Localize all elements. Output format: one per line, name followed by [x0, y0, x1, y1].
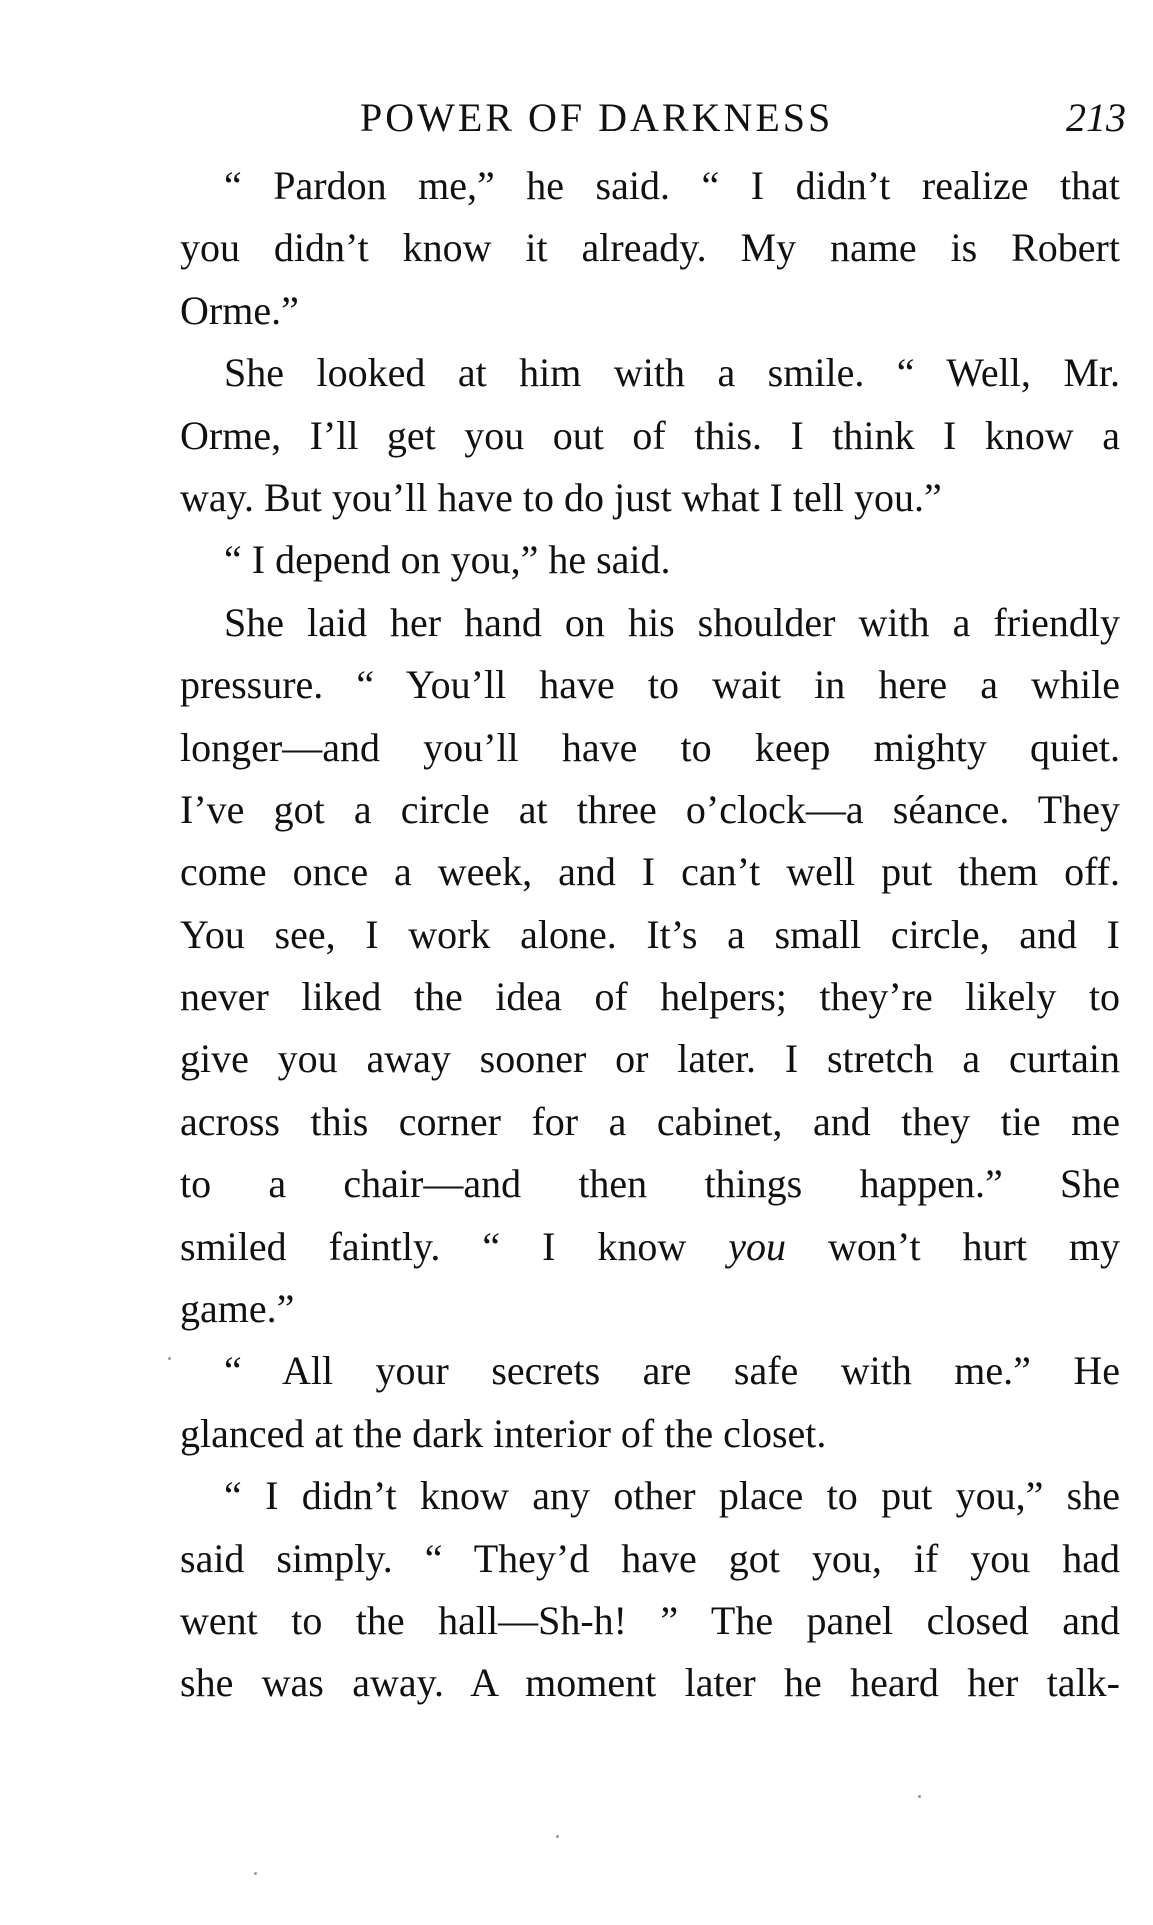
- text-line: game.”: [180, 1286, 295, 1332]
- text-segment: won’t hurt my: [827, 1223, 1120, 1269]
- text-line: “ Pardon me,” he said. “ I didn’t realize that: [224, 163, 1120, 208]
- text-line: “ I depend on you,” he said.: [224, 537, 671, 583]
- paper-speck: [918, 1795, 921, 1798]
- text-line: to a chair—and then things happen.” She: [180, 1161, 1120, 1207]
- text-line: said simply. “ They’d have got you, if you had: [180, 1535, 1120, 1581]
- text-line: she was away. A moment later he heard her talk-: [180, 1660, 1120, 1706]
- text-line: give you away sooner or later. I stretch a curtain: [180, 1036, 1120, 1082]
- text-line: She looked at him with a smile. “ Well, Mr.: [224, 350, 1120, 396]
- text-line: Orme, I’ll get you out of this. I think I know a: [180, 412, 1120, 458]
- text-line: pressure. “ You’ll have to wait in here a while: [180, 662, 1120, 708]
- text-line-with-emphasis: [180, 1216, 1120, 1278]
- paper-speck: [168, 1357, 171, 1360]
- body-text: [180, 155, 1120, 1715]
- text-line: went to the hall—Sh-h! ” The panel closed and: [180, 1597, 1120, 1643]
- text-segment: smiled faintly. “ I know: [180, 1223, 687, 1269]
- text-line: “ All your secrets are safe with me.” He: [224, 1348, 1120, 1394]
- text-line: “ I didn’t know any other place to put you,” she: [224, 1473, 1120, 1519]
- text-line: Orme.”: [180, 287, 299, 333]
- paper-speck: [556, 1835, 559, 1838]
- text-line: come once a week, and I can’t well put them off.: [180, 849, 1120, 895]
- text-line: across this corner for a cabinet, and they tie me: [180, 1098, 1120, 1144]
- text-line: She laid her hand on his shoulder with a friendly: [224, 599, 1120, 645]
- page-number: 213: [1066, 95, 1126, 140]
- text-line: longer—and you’ll have to keep mighty quiet.: [180, 724, 1120, 770]
- text-line: You see, I work alone. It’s a small circle, and I: [180, 911, 1120, 957]
- text-line: glanced at the dark interior of the closet.: [180, 1410, 827, 1456]
- running-title: POWER OF DARKNESS: [360, 95, 834, 140]
- paper-speck: [254, 1872, 257, 1875]
- text-line: never liked the idea of helpers; they’re likely to: [180, 974, 1120, 1020]
- running-head: [182, 92, 1126, 144]
- emphasized-word: you: [728, 1223, 786, 1269]
- text-line: you didn’t know it already. My name is Robert: [180, 225, 1120, 271]
- text-line: I’ve got a circle at three o’clock—a séance. They: [180, 786, 1120, 832]
- text-line: way. But you’ll have to do just what I tell you.”: [180, 474, 942, 520]
